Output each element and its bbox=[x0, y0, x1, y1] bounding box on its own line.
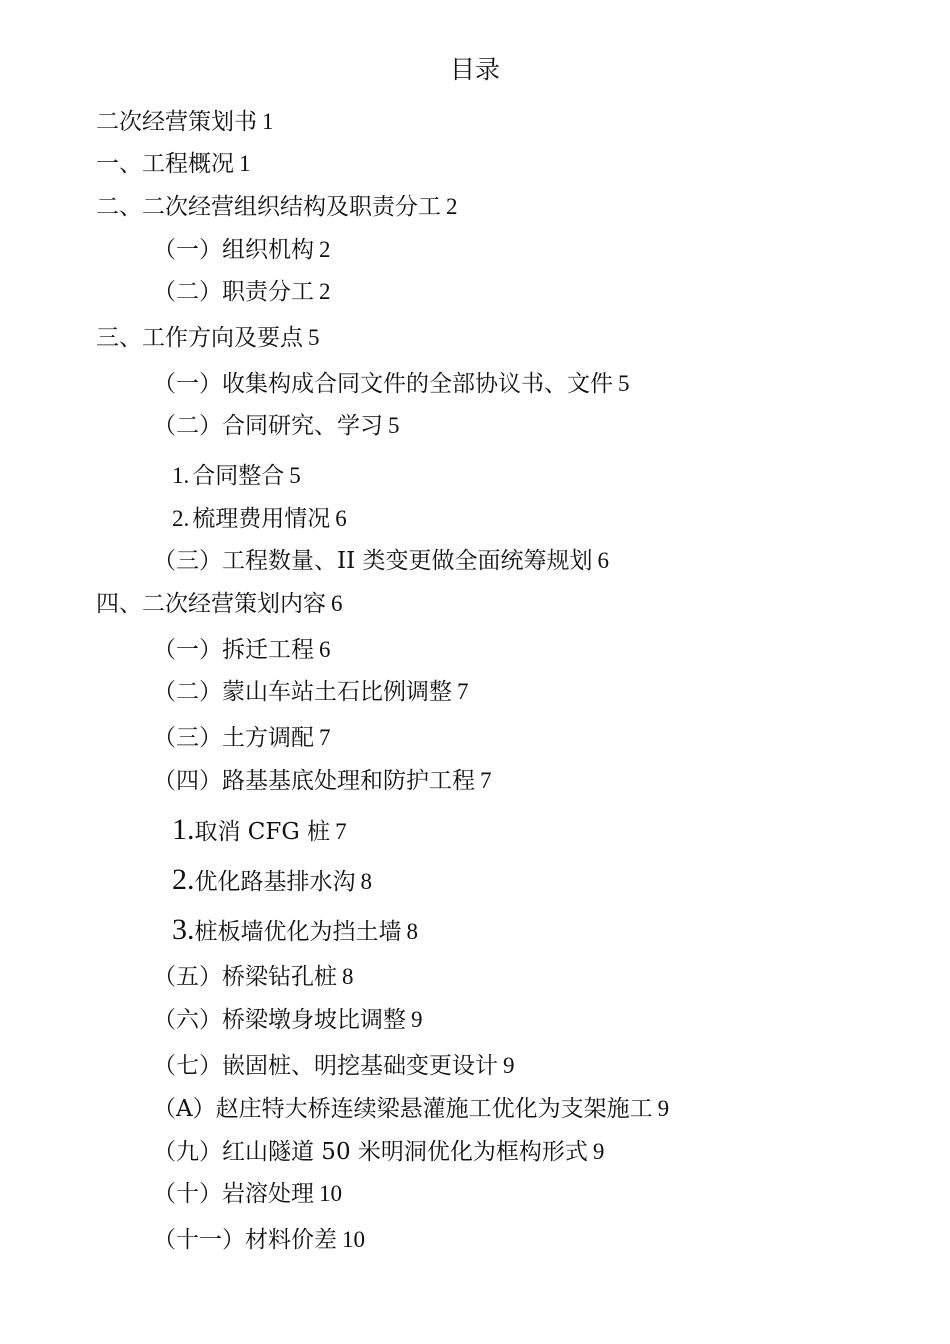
toc-entry[interactable] bbox=[172, 504, 347, 534]
toc-page-number: 2 bbox=[446, 194, 458, 219]
toc-entry[interactable] bbox=[153, 1137, 604, 1167]
toc-page-number: 1 bbox=[262, 109, 274, 134]
toc-entry[interactable] bbox=[153, 1005, 423, 1035]
toc-entry[interactable] bbox=[153, 723, 331, 753]
toc-entry[interactable] bbox=[153, 1179, 342, 1209]
toc-title: 目录 bbox=[449, 55, 500, 84]
toc-page-number: 6 bbox=[319, 637, 331, 662]
toc-page-number: 8 bbox=[342, 964, 354, 989]
toc-page-number: 9 bbox=[657, 1096, 670, 1121]
toc-entry-text: （三）工程数量、II 类变更做全面统筹规划 bbox=[153, 548, 593, 574]
toc-entry-text: 桩板墙优化为挡土墙 bbox=[194, 919, 402, 945]
toc-entry[interactable] bbox=[153, 1051, 515, 1081]
toc-page-number: 7 bbox=[319, 725, 331, 750]
toc-entry-text: 合同整合 bbox=[192, 463, 285, 489]
toc-entry-text: （十一）材料价差 bbox=[153, 1227, 337, 1253]
toc-entry[interactable] bbox=[96, 323, 320, 353]
toc-entry[interactable] bbox=[172, 915, 418, 947]
toc-page-number: 5 bbox=[388, 413, 400, 438]
toc-entry-text: （一）组织机构 bbox=[153, 237, 314, 263]
toc-entry[interactable] bbox=[96, 192, 458, 222]
toc-entry-text: 优化路基排水沟 bbox=[194, 869, 356, 895]
toc-entry-number: 2. bbox=[172, 863, 195, 896]
toc-entry-text: （七）嵌固桩、明挖基础变更设计 bbox=[153, 1053, 498, 1079]
toc-entry-text: （二）职责分工 bbox=[153, 279, 314, 305]
toc-page-number: 6 bbox=[331, 591, 343, 616]
toc-entry[interactable] bbox=[96, 107, 274, 137]
toc-page-number: 2 bbox=[319, 237, 331, 262]
toc-entry-text: 一、工程概况 bbox=[96, 151, 234, 177]
toc-entry-text: （五）桥梁钻孔桩 bbox=[153, 964, 337, 990]
toc-page-number: 1 bbox=[239, 151, 251, 176]
toc-entry-text: （三）土方调配 bbox=[153, 725, 314, 751]
toc-entry[interactable] bbox=[153, 635, 331, 665]
toc-page-number: 9 bbox=[592, 1139, 605, 1164]
toc-page-number: 6 bbox=[335, 506, 347, 531]
toc-entry-number: 1. bbox=[172, 813, 195, 846]
toc-entry[interactable] bbox=[153, 677, 469, 707]
toc-page-number: 8 bbox=[406, 919, 418, 944]
toc-entry[interactable] bbox=[153, 962, 354, 992]
toc-page-number: 9 bbox=[503, 1053, 515, 1078]
toc-entry[interactable] bbox=[153, 411, 400, 441]
toc-entry[interactable] bbox=[172, 461, 301, 491]
toc-entry-text: （一）拆迁工程 bbox=[153, 637, 314, 663]
toc-entry-text: （一）收集构成合同文件的全部协议书、文件 bbox=[153, 371, 613, 397]
toc-page-number: 10 bbox=[342, 1227, 365, 1252]
toc-entry-text: 取消 CFG 桩 bbox=[194, 819, 331, 845]
toc-entry[interactable] bbox=[153, 235, 331, 265]
toc-page-number: 7 bbox=[480, 768, 492, 793]
toc-entry[interactable] bbox=[153, 766, 492, 796]
toc-page-number: 9 bbox=[411, 1007, 423, 1032]
toc-entry-text: （A）赵庄特大桥连续梁悬灌施工优化为支架施工 bbox=[153, 1096, 653, 1122]
toc-page-number: 5 bbox=[618, 371, 630, 396]
toc-page-number: 10 bbox=[319, 1181, 342, 1206]
toc-entry-text: 二次经营策划书 bbox=[96, 109, 257, 135]
toc-page-number: 5 bbox=[308, 325, 320, 350]
toc-entry[interactable] bbox=[96, 149, 251, 179]
toc-entry-number: 3. bbox=[172, 913, 195, 946]
toc-entry-number: 2. bbox=[172, 506, 190, 531]
toc-entry-text: 四、二次经营策划内容 bbox=[96, 591, 326, 617]
toc-page-number: 2 bbox=[319, 279, 331, 304]
toc-entry[interactable] bbox=[153, 277, 331, 307]
toc-entry[interactable] bbox=[153, 369, 630, 399]
toc-page-number: 7 bbox=[457, 679, 469, 704]
toc-entry-text: （二）蒙山车站土石比例调整 bbox=[153, 679, 452, 705]
toc-entry[interactable] bbox=[153, 1225, 365, 1255]
toc-entry[interactable] bbox=[172, 865, 372, 897]
toc-entry-text: （九）红山隧道 50 米明洞优化为框构形式 bbox=[153, 1139, 588, 1165]
toc-entry-text: （四）路基基底处理和防护工程 bbox=[153, 768, 475, 794]
toc-entry-text: 三、工作方向及要点 bbox=[96, 325, 303, 351]
toc-entry-text: （六）桥梁墩身坡比调整 bbox=[153, 1007, 406, 1033]
toc-entry[interactable] bbox=[172, 815, 347, 847]
toc-page-number: 5 bbox=[289, 463, 301, 488]
toc-page-number: 6 bbox=[597, 548, 609, 573]
toc-entry-number: 1. bbox=[172, 463, 190, 488]
toc-entry[interactable] bbox=[153, 546, 609, 576]
toc-page-number: 8 bbox=[360, 869, 372, 894]
toc-entry-text: 梳理费用情况 bbox=[192, 506, 331, 532]
toc-entry-text: 二、二次经营组织结构及职责分工 bbox=[96, 194, 441, 220]
toc-entry[interactable] bbox=[96, 589, 343, 619]
toc-entry[interactable] bbox=[153, 1094, 669, 1124]
toc-entry-text: （二）合同研究、学习 bbox=[153, 413, 383, 439]
toc-entry-text: （十）岩溶处理 bbox=[153, 1181, 314, 1207]
toc-page-number: 7 bbox=[335, 819, 347, 844]
